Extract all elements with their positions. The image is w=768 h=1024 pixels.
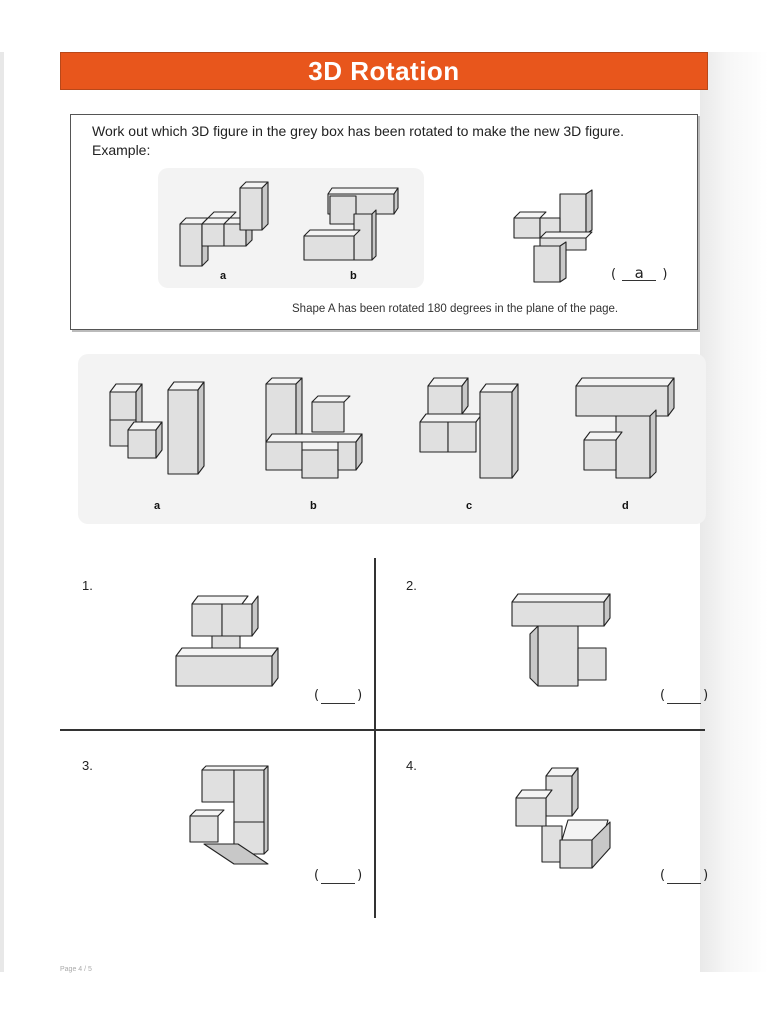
question-number-4: 4. — [406, 758, 417, 773]
option-label-a: a — [154, 500, 161, 512]
answer-open-paren: ( — [314, 688, 320, 703]
answer-close-paren: ) — [662, 267, 668, 282]
answer-close-paren: ) — [357, 868, 363, 883]
option-figure-d — [572, 374, 680, 482]
title-banner — [60, 52, 708, 90]
example-answer-value: a — [622, 266, 656, 281]
page-top-margin — [0, 0, 768, 52]
page-left-edge — [0, 52, 4, 972]
answer-close-paren: ) — [357, 688, 363, 703]
option-figure-c — [418, 376, 522, 482]
page-title: 3D Rotation — [308, 55, 460, 86]
option-label-c: c — [466, 500, 473, 512]
answer-open-paren: ( — [314, 868, 320, 883]
question-number-2: 2. — [406, 578, 417, 593]
example-figure-a — [176, 178, 276, 270]
answer-blank[interactable] — [667, 869, 701, 884]
question-3-answer[interactable] — [314, 868, 362, 884]
page-right-shadow — [700, 52, 768, 972]
example-label: Example: — [92, 142, 151, 158]
example-answer — [611, 266, 667, 282]
question-number-3: 3. — [82, 758, 93, 773]
instruction-line: Work out which 3D figure in the grey box has been rotated to make the new 3D figure. — [92, 123, 625, 139]
example-note: Shape A has been rotated 180 degrees in the plane of the page. — [292, 303, 619, 315]
answer-close-paren: ) — [703, 868, 709, 883]
answer-open-paren: ( — [660, 688, 666, 703]
question-1-figure — [172, 590, 280, 690]
answer-blank[interactable] — [321, 689, 355, 704]
option-figure-a — [104, 378, 214, 478]
page-footer: Page 4 / 5 — [60, 966, 92, 973]
question-divider-horizontal — [60, 729, 705, 731]
answer-blank[interactable] — [667, 689, 701, 704]
option-label-d: d — [622, 500, 629, 512]
option-figure-b — [262, 376, 366, 482]
example-label-a: a — [220, 270, 227, 282]
example-rotated-figure — [510, 188, 600, 286]
answer-close-paren: ) — [703, 688, 709, 703]
question-divider-vertical — [374, 558, 376, 918]
question-1-answer[interactable] — [314, 688, 362, 704]
question-number-1: 1. — [82, 578, 93, 593]
example-figure-b — [298, 180, 402, 266]
option-label-b: b — [310, 500, 317, 512]
question-2-figure — [506, 590, 616, 690]
question-4-figure — [506, 764, 616, 872]
answer-blank[interactable] — [321, 869, 355, 884]
example-label-b: b — [350, 270, 357, 282]
question-4-answer[interactable] — [660, 868, 708, 884]
answer-open-paren: ( — [660, 868, 666, 883]
instruction-text — [92, 122, 624, 160]
question-2-answer[interactable] — [660, 688, 708, 704]
question-3-figure — [188, 764, 278, 870]
answer-open-paren: ( — [611, 267, 617, 282]
